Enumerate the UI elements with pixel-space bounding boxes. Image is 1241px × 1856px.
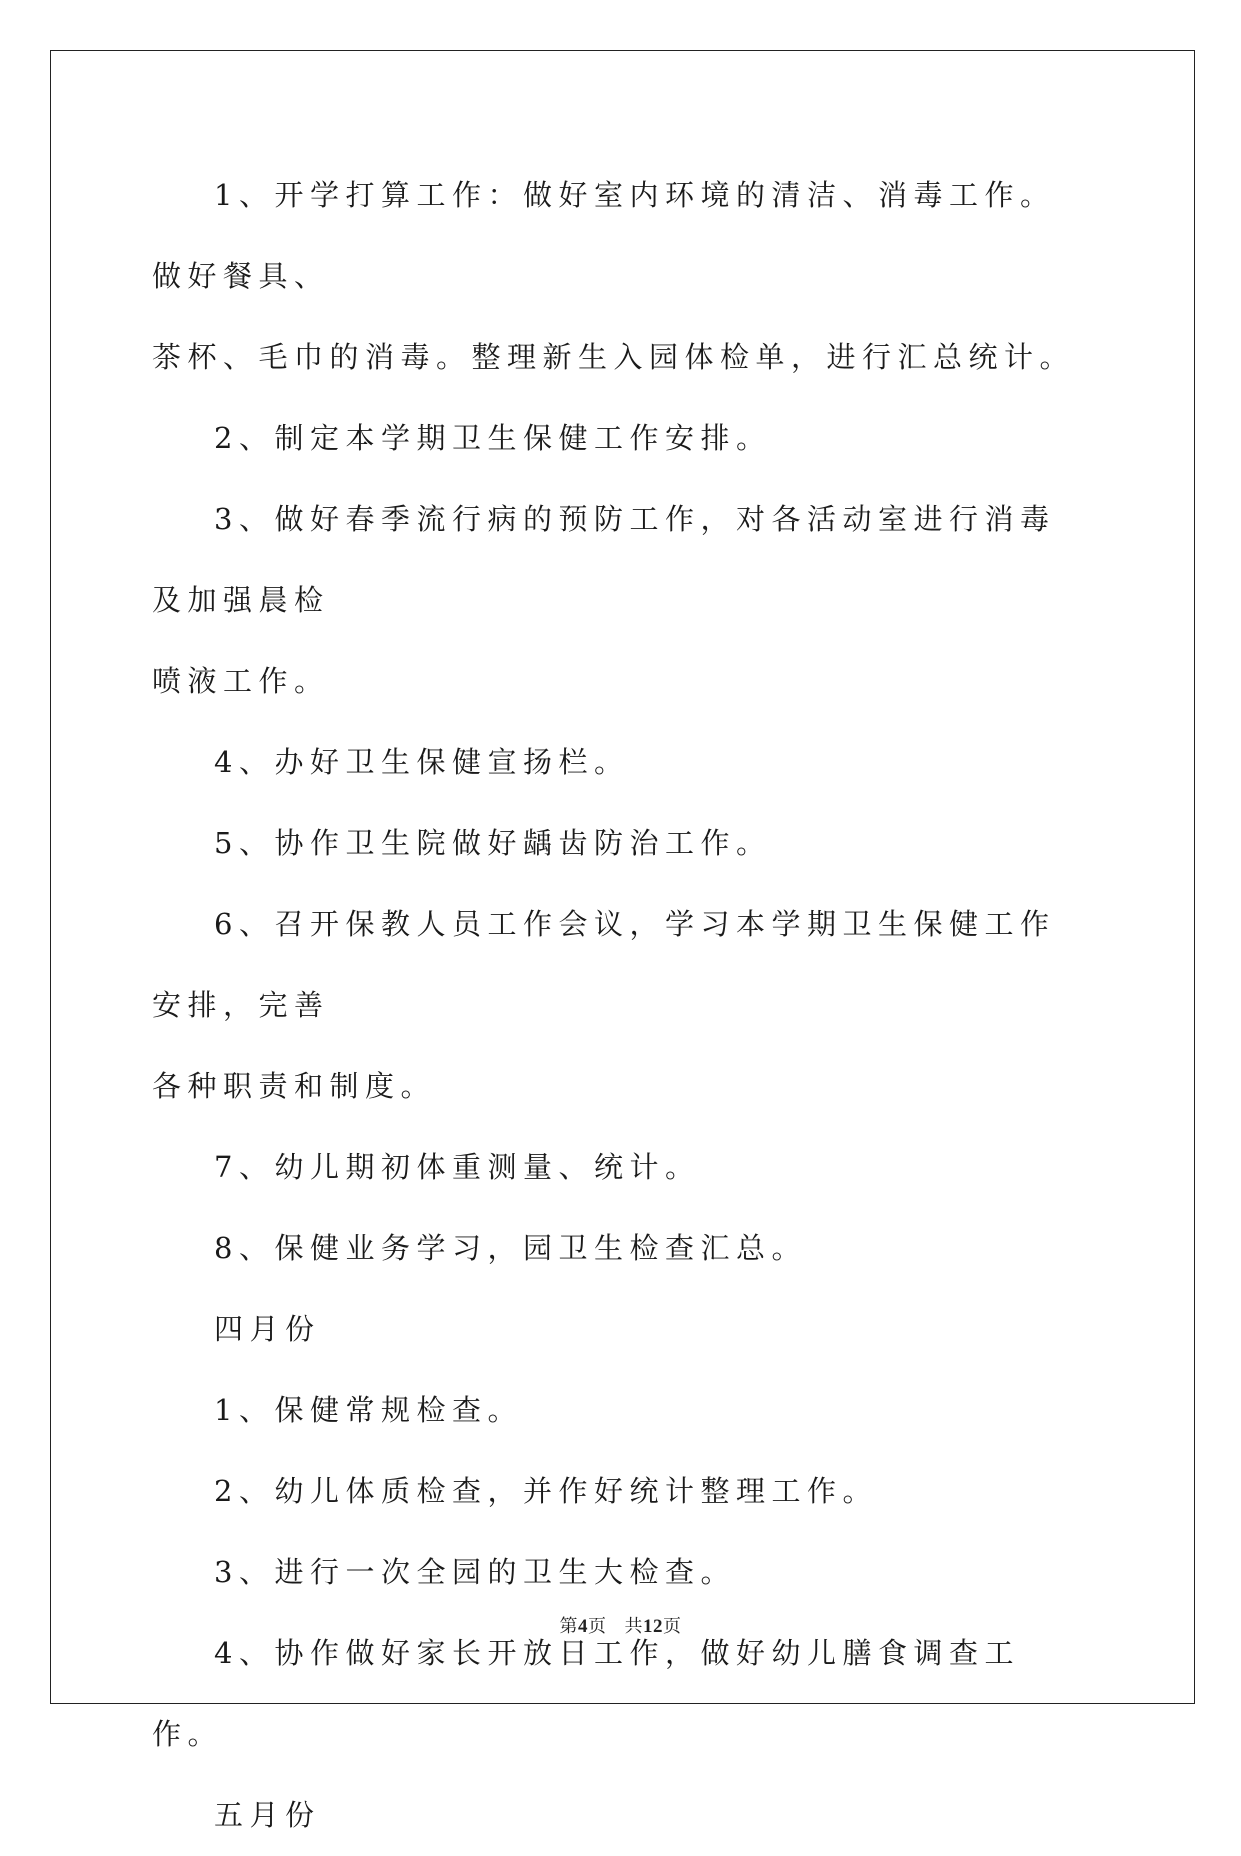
paragraph: 茶杯、毛巾的消毒。整理新生入园体检单，进行汇总统计。 <box>152 340 1076 374</box>
total-suffix: 页 <box>663 1616 682 1637</box>
total-pages-number: 12 <box>643 1616 663 1637</box>
paragraph: 6、召开保教人员工作会议，学习本学期卫生保健工作安排，完善 <box>152 907 1056 1022</box>
paragraph: 4、协作做好家长开放日工作，做好幼儿膳食调查工作。 <box>152 1636 1020 1751</box>
paragraph: 8、保健业务学习，园卫生检查汇总。 <box>214 1231 807 1265</box>
paragraph: 1、保健常规检查。 <box>214 1393 523 1427</box>
total-prefix: 共 <box>624 1616 643 1637</box>
section-heading-april: 四月份 <box>214 1312 321 1346</box>
page-prefix: 第 <box>559 1616 578 1637</box>
paragraph: 喷液工作。 <box>152 664 330 698</box>
paragraph: 3、做好春季流行病的预防工作，对各活动室进行消毒及加强晨检 <box>152 502 1056 617</box>
page-suffix: 页 <box>588 1616 607 1637</box>
document-body <box>152 155 1082 1856</box>
page-footer <box>0 1612 1241 1638</box>
paragraph: 4、办好卫生保健宣扬栏。 <box>214 745 630 779</box>
paragraph: 2、制定本学期卫生保健工作安排。 <box>214 421 772 455</box>
paragraph: 2、幼儿体质检查，并作好统计整理工作。 <box>214 1474 878 1508</box>
paragraph: 3、进行一次全园的卫生大检查。 <box>214 1555 736 1589</box>
current-page-number: 4 <box>578 1616 588 1637</box>
paragraph: 1、开学打算工作：做好室内环境的清洁、消毒工作。做好餐具、 <box>152 178 1056 293</box>
section-heading-may: 五月份 <box>214 1798 321 1832</box>
paragraph: 各种职责和制度。 <box>152 1069 437 1103</box>
paragraph: 7、幼儿期初体重测量、统计。 <box>214 1150 701 1184</box>
paragraph: 5、协作卫生院做好龋齿防治工作。 <box>214 826 772 860</box>
